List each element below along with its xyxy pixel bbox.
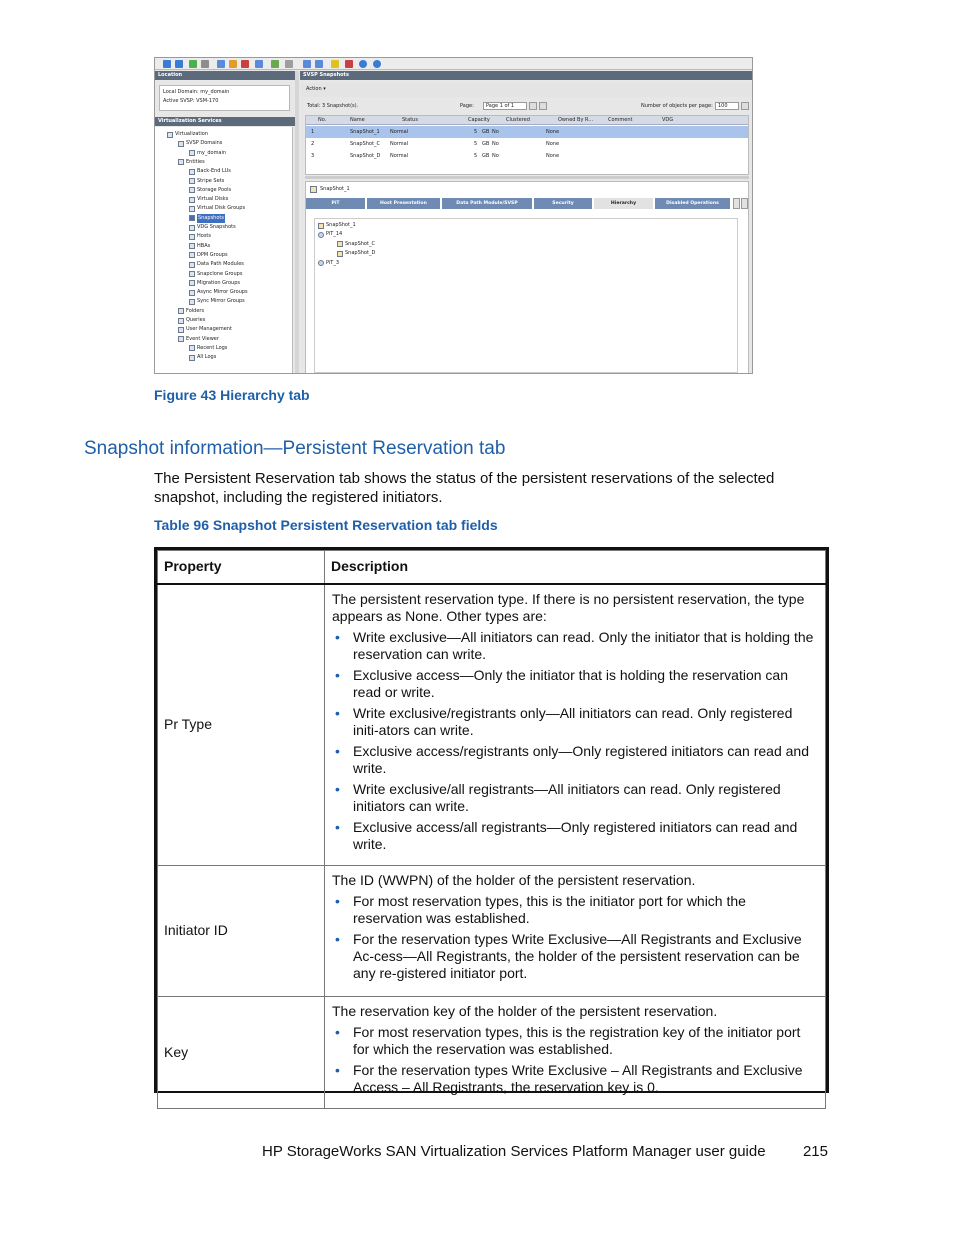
list-item: • Exclusive access—Only the initiator that is holding the reservation can read or write. (332, 667, 819, 701)
tab-security[interactable]: Security (534, 198, 592, 209)
list-item: • Write exclusive/all registrants—All initiators can read. Only registered initiators can write. (332, 781, 819, 815)
tree-item[interactable] (189, 214, 225, 223)
cell-unit: GB (482, 141, 490, 147)
splitter[interactable] (295, 71, 299, 374)
tree-item-label: User Management (186, 326, 232, 333)
cell-owned: None (546, 153, 560, 159)
col-clustered[interactable]: Clustered (506, 117, 530, 123)
hierarchy-node[interactable] (337, 240, 375, 249)
description-cell (325, 996, 826, 1108)
list-item: • For the reservation types Write Exclusive—All Registrants and Exclusive Ac-cess—All Registrants, the holder of the persistent reservation can be any re-gistered initiator port. (332, 931, 819, 982)
tree-item[interactable] (178, 158, 205, 167)
grid-header (306, 116, 748, 125)
list-item: • Exclusive access/all registrants—Only registered initiators can read and write. (332, 819, 819, 853)
tree-item-label: Virtual Disk Groups (197, 205, 246, 212)
tree-item[interactable] (178, 316, 205, 325)
tree-item[interactable] (178, 139, 222, 148)
user-icon[interactable] (241, 60, 249, 68)
tree-node-icon (189, 150, 195, 156)
action-bar (300, 83, 753, 97)
hierarchy-node[interactable] (318, 259, 339, 268)
tab-scroll-right-button[interactable] (741, 198, 748, 209)
tree-item[interactable] (189, 288, 248, 297)
tree-node-icon (189, 355, 195, 361)
tree-item[interactable] (189, 204, 245, 213)
list-item: • Exclusive access/registrants only—Only registered initiators can read and write. (332, 743, 819, 777)
detail-title-text: SnapShot_1 (320, 186, 350, 192)
next-page-button[interactable] (539, 102, 547, 110)
tree-node-icon (178, 159, 184, 165)
section-title: Snapshot information—Persistent Reservation tab (84, 438, 506, 459)
tree-node-icon (189, 187, 195, 193)
tree-item[interactable] (189, 186, 231, 195)
hierarchy-tab-screenshot (154, 57, 753, 374)
tree-item-label: Sync Mirror Groups (197, 298, 245, 305)
snapshots-grid (305, 115, 749, 175)
tab-data-path-module-svsp[interactable]: Data Path Module/SVSP (442, 198, 532, 209)
tree-node-icon (189, 271, 195, 277)
detail-title (310, 185, 350, 194)
pane-divider[interactable] (305, 176, 749, 179)
tree-node-icon (189, 262, 195, 268)
description-text: The persistent reservation type. If there is no persistent reservation, the type appears as None. Other types are: (332, 590, 805, 624)
hierarchy-node[interactable] (318, 221, 356, 230)
tree-node-icon (178, 327, 184, 333)
cell-unit: GB (482, 153, 490, 159)
tree-node-icon (189, 345, 195, 351)
tree-item[interactable] (189, 223, 236, 232)
tree-item[interactable] (189, 195, 228, 204)
cell-capacity: 5 (474, 141, 478, 147)
tree-node-icon (189, 299, 195, 305)
tree-item-label: Virtualization (175, 131, 208, 137)
tree-item-label: All Logs (197, 354, 217, 361)
page-label: Page: (460, 103, 474, 109)
detail-tabs (306, 198, 750, 210)
snapshot-icon (310, 186, 317, 193)
description-cell (325, 584, 826, 866)
col-vdg[interactable]: VDG (662, 117, 674, 123)
navigation-tree (155, 127, 293, 374)
location-header: Location (155, 71, 295, 80)
list-item: • For most reservation types, this is the initiator port for which the reservation was established. (332, 893, 819, 927)
location-box (159, 85, 290, 111)
tree-node-icon (189, 206, 195, 212)
table-row[interactable] (306, 126, 748, 138)
objects-per-page-label: Number of objects per page: (641, 103, 713, 109)
hierarchy-tree (314, 218, 738, 373)
tree-item[interactable] (178, 325, 232, 334)
col-capacity[interactable]: Capacity (468, 117, 490, 123)
tree-item-label: Hosts (197, 233, 211, 240)
tree-node-icon (189, 243, 195, 249)
cell-status: Normal (390, 153, 409, 159)
snapshot-icon (337, 251, 343, 257)
tab-pit[interactable]: PiT (306, 198, 365, 209)
tree-item-label: Snapclone Groups (197, 270, 243, 277)
description-header: Description (325, 551, 826, 584)
cell-unit: GB (482, 129, 490, 135)
table-row-key (158, 996, 826, 1108)
tree-item[interactable] (189, 149, 226, 158)
save-icon[interactable] (189, 60, 197, 68)
hierarchy-node-label: PiT_14 (326, 231, 343, 238)
tree-item-label: SVSP Domains (186, 140, 223, 147)
forward-icon[interactable] (175, 60, 183, 68)
tree-node-icon (178, 141, 184, 147)
pager-row (305, 100, 750, 112)
description-cell (325, 865, 826, 996)
cell-clustered: No (492, 153, 499, 159)
toolbar (155, 58, 753, 70)
tree-item[interactable] (189, 344, 227, 353)
prev-page-button[interactable] (529, 102, 537, 110)
tree-item[interactable] (189, 353, 216, 362)
table-caption: Table 96 Snapshot Persistent Reservation tab fields (154, 517, 498, 533)
window-2-icon[interactable] (303, 60, 311, 68)
snapshot-icon (318, 223, 324, 229)
tree-item-label: Folders (186, 307, 205, 314)
tree-item-label: Virtual Disks (197, 196, 229, 203)
tree-node-icon (189, 225, 195, 231)
tree-node-icon (189, 197, 195, 203)
tree-item[interactable] (178, 307, 204, 316)
tree-node-icon (178, 318, 184, 324)
col-no[interactable]: No. (318, 117, 327, 123)
virtualization-services-header: Virtualization Services (155, 117, 295, 126)
hierarchy-node-label: SnapShot_1 (326, 222, 356, 228)
tree-item-label: Stripe Sets (197, 177, 225, 184)
tree-item-label: Migration Groups (197, 279, 240, 286)
intro-paragraph: The Persistent Reservation tab shows the status of the persistent reservations of the selected snapshot, including the registered initiators. (154, 470, 775, 506)
tree-item-label: Data Path Modules (197, 261, 244, 268)
cell-status: Normal (390, 141, 409, 147)
list-item: • For most reservation types, this is the registration key of the initiator port for which the reservation was established. (332, 1024, 819, 1058)
tab-scroll-left-button[interactable] (733, 198, 740, 209)
tree-item[interactable] (189, 167, 231, 176)
cell-clustered: No (492, 129, 499, 135)
col-name[interactable]: Name (350, 117, 365, 123)
cell-name: SnapShot_1 (350, 129, 380, 135)
pit-icon (318, 232, 324, 238)
table-row-pr-type (158, 584, 826, 866)
col-comment[interactable]: Comment (608, 117, 633, 123)
action-menu[interactable]: Action ▾ (306, 86, 326, 92)
cell-capacity: 5 (474, 129, 478, 135)
back-icon[interactable] (163, 60, 171, 68)
cell-clustered: No (492, 141, 499, 147)
refresh-icon[interactable] (271, 60, 279, 68)
tree-node-icon (178, 308, 184, 314)
local-domain-line: Local Domain: my_domain (163, 89, 230, 95)
tree-node-icon (189, 290, 195, 296)
fields-table (157, 550, 826, 1109)
tree-item-label: Async Mirror Groups (197, 289, 248, 296)
tree-item-label: Event Viewer (186, 335, 219, 342)
cell-name: SnapShot_D (350, 153, 381, 159)
objects-dropdown-button[interactable] (741, 102, 749, 110)
detail-pane (305, 181, 749, 374)
stop-icon[interactable] (345, 60, 353, 68)
tree-item-label: my_domain (197, 149, 227, 156)
table-header-row (158, 551, 826, 584)
tree-item-label: HBAs (197, 242, 211, 249)
help-icon[interactable] (359, 60, 367, 68)
window-3-icon[interactable] (315, 60, 323, 68)
active-svsp-line: Active SVSP: VSM-170 (163, 98, 219, 104)
description-text: The ID (WWPN) of the holder of the persistent reservation. (332, 871, 696, 888)
tree-node-icon (189, 178, 195, 184)
tree-item-label: Snapshots (198, 214, 224, 221)
svsp-snapshots-header: SVSP Snapshots (300, 71, 753, 80)
description-text: The reservation key of the holder of the persistent reservation. (332, 1002, 718, 1019)
tree-node-icon (189, 280, 195, 286)
bullet-list (332, 1024, 819, 1096)
tab-disabled-operations[interactable]: Disabled Operations (655, 198, 730, 209)
tree-node-icon (167, 132, 173, 138)
cell-no: 1 (311, 129, 315, 135)
trash-icon[interactable] (285, 60, 293, 68)
footer-title: HP StorageWorks SAN Virtualization Services Platform Manager user guide (262, 1143, 766, 1160)
tree-item[interactable] (178, 335, 219, 344)
cell-status: Normal (390, 129, 409, 135)
col-owned-by[interactable]: Owned By R... (558, 117, 594, 123)
tree-node-icon (189, 215, 195, 221)
bullet-list (332, 893, 819, 982)
snapshot-icon (337, 241, 343, 247)
list-item: • For the reservation types Write Exclusive – All Registrants and Exclusive Access – All Registrants, the reservation key is 0. (332, 1062, 819, 1096)
tree-item-label: Entities (186, 158, 205, 165)
property-header: Property (158, 551, 325, 584)
cell-name: SnapShot_C (350, 141, 380, 147)
tree-node-icon (189, 252, 195, 258)
tree-node-icon (189, 234, 195, 240)
tree-node-icon (178, 336, 184, 342)
info-icon[interactable] (373, 60, 381, 68)
table-row-initiator-id (158, 865, 826, 996)
tree-item[interactable] (189, 260, 244, 269)
list-item: • Write exclusive/registrants only—All initiators can read. Only registered initi-ators can write. (332, 705, 819, 739)
window-icon[interactable] (217, 60, 225, 68)
fields-table-wrapper (154, 547, 829, 1093)
table-row[interactable] (306, 150, 748, 162)
tree-item-label: Back-End LUs (197, 168, 231, 175)
hierarchy-node[interactable] (318, 230, 342, 239)
print-icon[interactable] (201, 60, 209, 68)
tree-item[interactable] (189, 242, 210, 251)
figure-caption: Figure 43 Hierarchy tab (154, 387, 310, 403)
bookmark-icon[interactable] (331, 60, 339, 68)
tree-item-label: VDG Snapshots (197, 224, 236, 230)
tree-item[interactable] (189, 279, 240, 288)
tab-hierarchy[interactable]: Hierarchy (594, 198, 653, 209)
hierarchy-node-label: SnapShot_D (345, 250, 376, 257)
list-item: • Write exclusive—All initiators can read. Only the initiator that is holding the reservation can write. (332, 629, 819, 663)
tree-item[interactable] (189, 270, 242, 279)
hierarchy-node-label: SnapShot_C (345, 240, 375, 247)
cell-capacity: 5 (474, 153, 478, 159)
pit-icon (318, 260, 324, 266)
property-cell: Initiator ID (158, 865, 325, 996)
tree-item[interactable] (189, 297, 245, 306)
objects-per-page-input[interactable]: 100 (715, 102, 739, 110)
cell-owned: None (546, 141, 560, 147)
tree-node-icon (189, 169, 195, 175)
lock-icon[interactable] (229, 60, 237, 68)
hierarchy-node-label: PiT_3 (326, 259, 340, 266)
bullet-list (332, 629, 819, 853)
page-select[interactable]: Page 1 of 1 (483, 102, 527, 110)
tree-item[interactable] (189, 177, 224, 186)
cell-no: 3 (311, 153, 315, 159)
tree-item-label: Recent Logs (197, 344, 228, 351)
hierarchy-node[interactable] (337, 249, 375, 258)
cell-no: 2 (311, 141, 315, 147)
tree-item-label: Queries (186, 317, 206, 323)
tree-item[interactable] (189, 251, 228, 260)
tree-item-label: Storage Pools (197, 186, 232, 193)
tree-item[interactable] (167, 130, 208, 139)
home-icon[interactable] (255, 60, 263, 68)
col-status[interactable]: Status (402, 117, 418, 123)
property-cell: Key (158, 996, 325, 1108)
table-row[interactable] (306, 138, 748, 150)
page-number: 215 (802, 1143, 828, 1160)
tab-host-presentation[interactable]: Host Presentation (367, 198, 440, 209)
tree-item-label: DPM Groups (197, 251, 228, 258)
total-label: Total: 3 Snapshot(s). (307, 103, 359, 109)
property-cell: Pr Type (158, 584, 325, 866)
tree-item[interactable] (189, 232, 211, 241)
cell-owned: None (546, 129, 560, 135)
